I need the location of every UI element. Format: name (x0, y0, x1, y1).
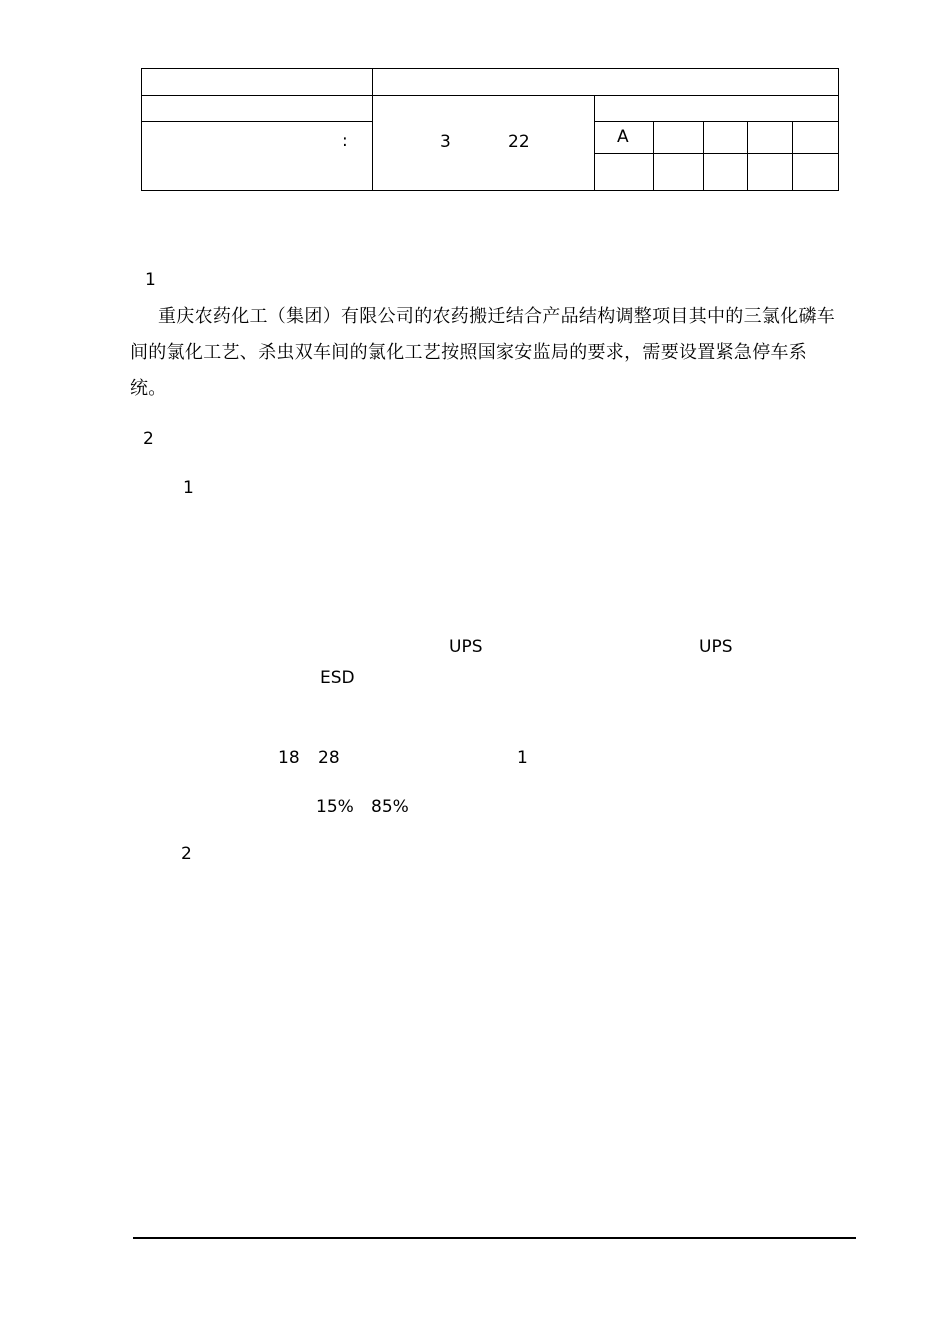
table-rule (747, 121, 748, 190)
table-rule (703, 121, 704, 190)
table-rule (594, 121, 838, 122)
section-2-1-number: 1 (183, 478, 194, 498)
section-2-number: 2 (143, 429, 154, 449)
percent-15: 15% (316, 797, 354, 817)
table-rule (372, 69, 373, 190)
header-colon: : (342, 131, 348, 151)
section-1-number: 1 (145, 270, 156, 290)
table-rule (142, 121, 372, 122)
ups-label-2: UPS (699, 637, 733, 657)
percent-85: 85% (371, 797, 409, 817)
table-rule (142, 95, 838, 96)
header-value-a: 3 (440, 132, 451, 152)
section-2-2-number: 2 (181, 844, 192, 864)
ups-label-1: UPS (449, 637, 483, 657)
table-rule (594, 153, 838, 154)
esd-label: ESD (320, 668, 355, 688)
header-value-b: 22 (508, 132, 530, 152)
value-18: 18 (278, 748, 300, 768)
document-header-table (141, 68, 839, 191)
table-rule (594, 95, 595, 190)
table-rule (792, 121, 793, 190)
table-rule (653, 121, 654, 190)
value-28: 28 (318, 748, 340, 768)
header-revision: A (617, 127, 629, 147)
section-1-paragraph: 重庆农药化工（集团）有限公司的农药搬迁结合产品结构调整项目其中的三氯化磷车间的氯化工艺、杀虫双车间的氯化工艺按照国家安监局的要求，需要设置紧急停车系统。 (130, 306, 836, 399)
footer-rule (133, 1237, 856, 1239)
value-1: 1 (517, 748, 528, 768)
